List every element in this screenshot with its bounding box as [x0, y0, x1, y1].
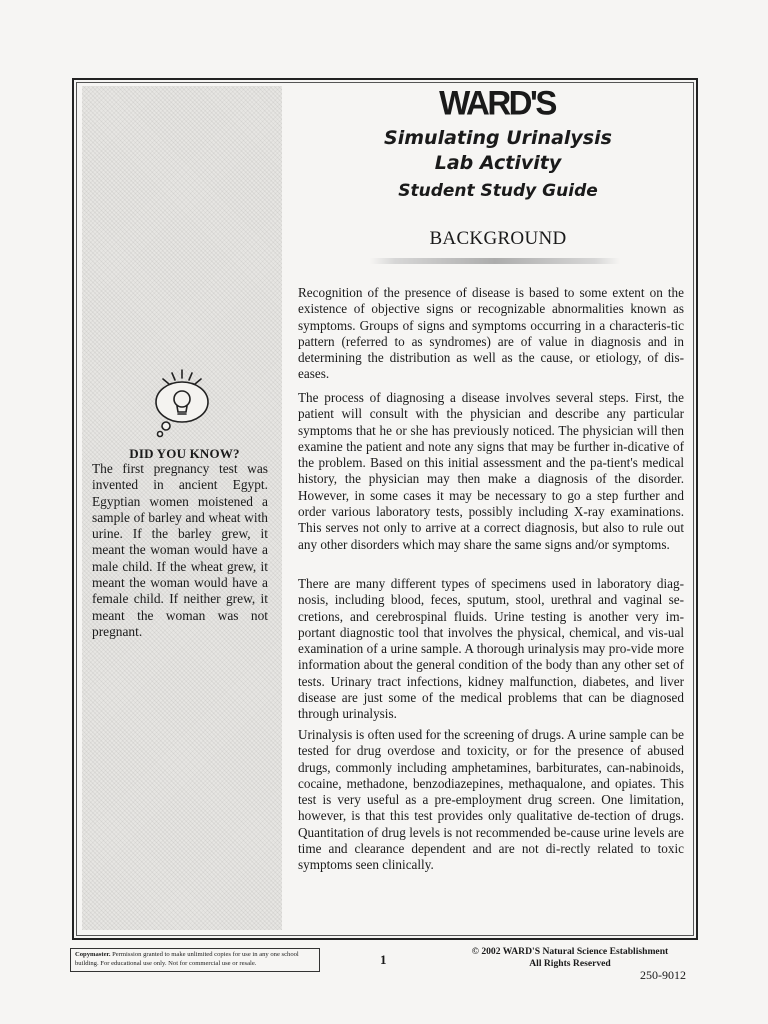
copymaster-notice — [70, 948, 320, 972]
paragraph-4: Urinalysis is often used for the screening of drugs. A urine sample can be tested for drug overdose and toxicity, or for the presence of abused drugs, commonly including amphetamines, barbiturates, can-nabinoids, cocaine, methadone, benzodiazepines, methaqualone, and opiates. This test is very useful as a pre-employment drug screen. One limitation, however, is that this test provides only qualitative de-tection of drugs. Quantitation of drug levels is not recommended be-cause urine levels are time and clearance dependent and are not di-rectly related to toxic symptoms seen clinically. — [298, 727, 685, 873]
section-heading: BACKGROUND — [429, 228, 567, 249]
section-divider — [370, 258, 620, 264]
document-subtitle: Student Study Guide — [398, 181, 598, 201]
page-number: 1 — [380, 952, 387, 967]
catalog-number: 250-9012 — [640, 968, 686, 982]
title-line-2: Lab Activity — [434, 152, 562, 174]
copyright-notice — [460, 946, 680, 970]
paragraph-1: Recognition of the presence of disease is based to some extent on the existence of objective signs or recognizable abnormalities known as symptoms. Groups of signs and symptoms occurring in a characteris-tic pattern (referred to as syndromes) are of value in diagnosis and in determining the distribution as well as the cause, or etiology, of dis-eases. — [298, 285, 684, 382]
did-you-know-heading: DID YOU KNOW? — [129, 446, 240, 461]
did-you-know-body: The first pregnancy test was invented in ancient Egypt. Egyptian women moistened a sample of barley and wheat with urine. If the barley grew, it meant the woman would have a male child. If the wheat grew, it meant the woman would have a female child. If neither grew, it meant the woman was not pregnant. — [92, 461, 268, 639]
copyright-line-1: © 2002 WARD'S Natural Science Establishment — [471, 946, 669, 957]
wards-logo: WARD'S — [439, 83, 555, 122]
copyright-line-2: All Rights Reserved — [529, 958, 611, 969]
lightbulb-thought-icon — [150, 366, 214, 440]
title-line-1: Simulating Urinalysis — [384, 127, 612, 149]
copymaster-label: Copymaster. — [75, 951, 111, 958]
paragraph-3: There are many different types of specimens used in laboratory diag-nosis, including blood, feces, sputum, stool, urethral and vaginal se-cretions, and cerebrospinal fluids. Urine testing is another very im-portant diagnostic tool that involves the physical, chemical, and vis-ual examination of a urine sample. A thorough urinalysis may pro-vide more information about the general condition of the body than any other set of tests. Urinary tract infections, kidney malfunction, diabetes, and liver disease are just some of the medical problems that can be diagnosed through urinalysis. — [298, 576, 684, 722]
copymaster-text: Permission granted to make unlimited copies for use in any one school building. For educational use only. Not for commercial use or resale. — [75, 951, 299, 967]
document-title — [352, 126, 644, 176]
paragraph-2: The process of diagnosing a disease involves several steps. First, the patient will consult with the physician and describe any particular symptoms that he or she has previously noticed. The physician will then examine the patient and note any signs that may be further in-dicative of the problem. Based on this initial assessment and the pa-tient's medical history, the physician may then make a diagnosis of the disorder. However, in some cases it may be necessary to go a step further and order various laboratory tests, possibly including X-ray examinations. This serves not only to arrive at a correct diagnosis, but also to rule out any other disorders which may share the same signs and/or symptoms. — [298, 390, 684, 552]
